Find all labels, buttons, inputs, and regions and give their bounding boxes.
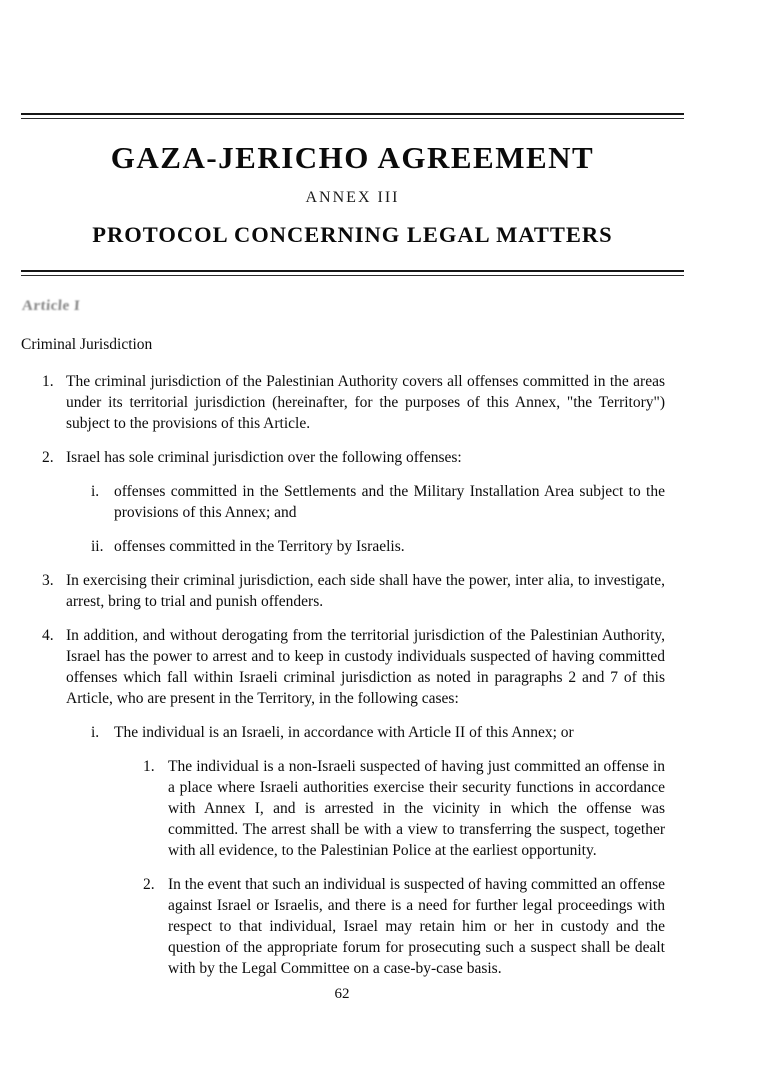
top-double-rule [21,113,684,119]
item-marker: 3. [42,572,54,590]
section-title: Criminal Jurisdiction [21,336,153,354]
item-text: In exercising their criminal jurisdiction, each side shall have the power, inter alia, to investigate, arrest, bring to trial and punish offenders. [66,572,665,611]
item-text: In the event that such an individual is suspected of having committed an offense against Israel or Israelis, and there is a need for further legal proceedings with respect to that individual, Israel may retain him or her in custody and the question of the appropriate forum for prosecuting such a suspect shall be dealt with by the Legal Committee on a case-by-case basis. [168,876,665,978]
item-marker: 1. [42,373,54,391]
item-text: offenses committed in the Territory by Israelis. [114,538,405,556]
list-item [42,625,665,709]
item-marker: 1. [143,758,155,776]
document-heading: PROTOCOL CONCERNING LEGAL MATTERS [92,222,613,248]
item-text: The criminal jurisdiction of the Palestinian Authority covers all offenses committed in the areas under its territorial jurisdiction (hereinafter, for the purposes of this Annex, "the Territory") subject to the provisions of this Article. [66,373,665,433]
mid-double-rule [21,270,684,276]
list-item [91,536,665,557]
list-item [42,570,665,612]
item-text: In addition, and without derogating from the territorial jurisdiction of the Palestinian Authority, Israel has the power to arrest and to keep in custody individuals suspected of having committed offenses which fall within Israeli criminal jurisdiction as noted in paragraphs 2 and 7 of this Article, who are present in the Territory, in the following cases: [66,627,665,708]
list-item [42,447,665,468]
page-number: 62 [334,986,350,1002]
list-item [91,722,665,743]
article-heading: Article I [21,298,81,315]
item-marker: i. [91,724,100,742]
annex-label: ANNEX III [305,189,400,207]
item-text: offenses committed in the Settlements and the Military Installation Area subject to the provisions of this Annex; and [114,483,665,522]
item-marker: i. [91,483,100,501]
list-item [143,874,665,979]
item-marker: 4. [42,627,54,645]
list-item [91,481,665,523]
item-marker: 2. [143,876,155,894]
item-text: The individual is a non-Israeli suspected of having just committed an offense in a place where Israeli authorities exercise their security functions in accordance with Annex I, and is arrested in the vicinity in which the offense was committed. The arrest shall be with a view to transferring the suspect, together with all evidence, to the Palestinian Police at the earliest opportunity. [168,758,665,860]
item-marker: ii. [91,538,104,556]
item-marker: 2. [42,449,54,467]
item-text: Israel has sole criminal jurisdiction over the following offenses: [66,449,462,467]
page-title: GAZA-JERICHO AGREEMENT [110,140,595,175]
list-item [143,756,665,861]
item-text: The individual is an Israeli, in accordance with Article II of this Annex; or [114,724,574,742]
document-body [21,371,684,979]
list-item [42,371,665,434]
